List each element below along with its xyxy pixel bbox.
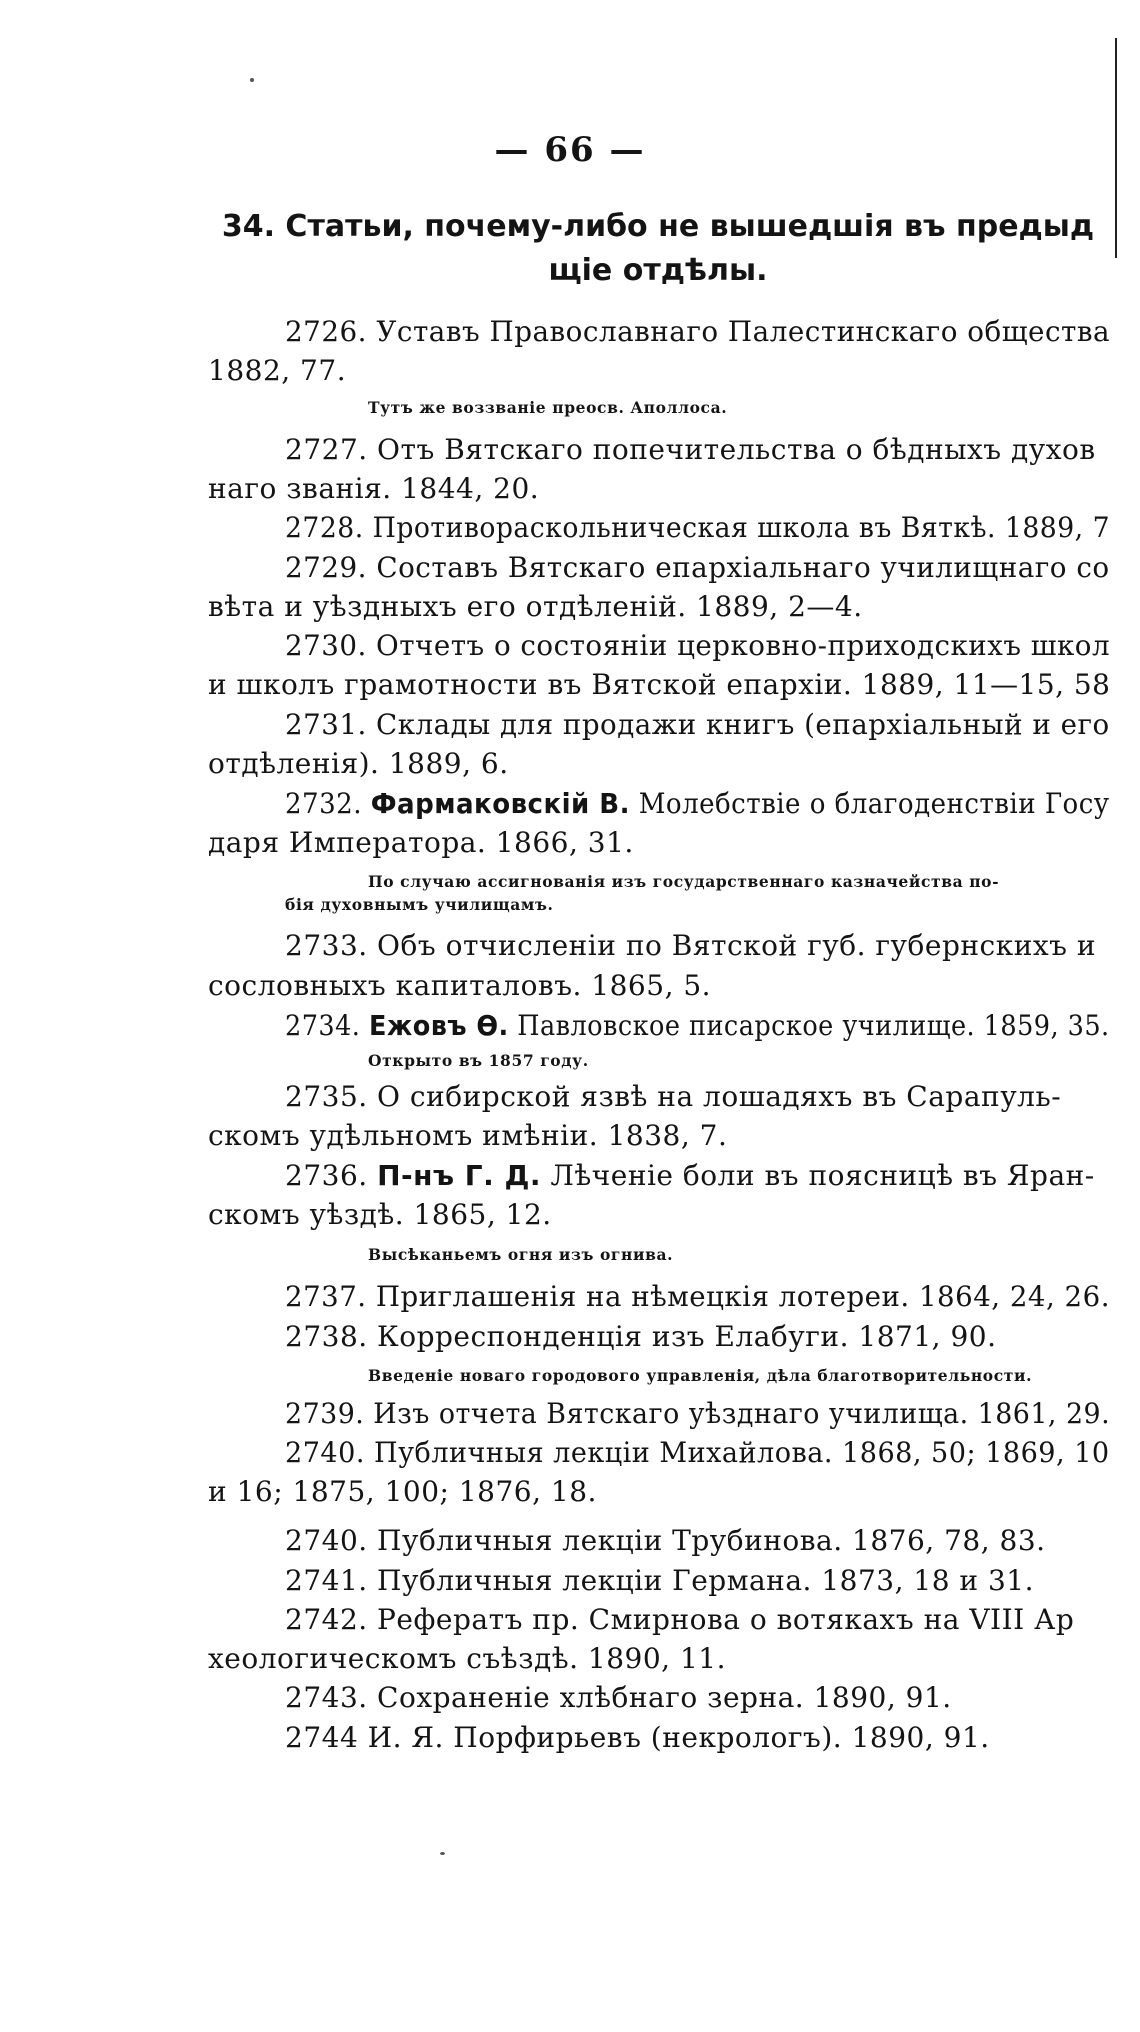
entry-2732-note: По случаю ассигнованія изъ государственнаго казначейства по- [368, 872, 1000, 891]
entry-2726: 2726. Уставъ Православнаго Палестинскаго общества [285, 315, 1111, 348]
entry-2726-cont: 1882, 77. [208, 354, 347, 387]
entry-2736 [285, 1158, 1095, 1194]
entry-title: Лѣченіе боли въ поясницѣ въ Яран- [550, 1159, 1095, 1192]
entry-2741: 2741. Публичныя лекціи Германа. 1873, 18 и 31. [285, 1564, 1035, 1597]
entry-number: 2732. [285, 787, 362, 820]
entry-2740-cont: и 16; 1875, 100; 1876, 18. [208, 1475, 597, 1508]
entry-2735-cont: скомъ удѣльномъ имѣніи. 1838, 7. [208, 1119, 728, 1152]
author-name: Ежовъ Ѳ. [368, 1009, 509, 1042]
print-speck [440, 1852, 445, 1855]
entry-2742: 2742. Рефератъ пр. Смирнова о вотякахъ на VIII Ар [285, 1603, 1075, 1636]
entry-2732 [285, 786, 1110, 822]
entry-title: Павловское писарское училище. 1859, 35. [517, 1009, 1110, 1042]
entry-number: 2734. [285, 1009, 361, 1042]
entry-2732-cont: даря Императора. 1866, 31. [208, 826, 634, 859]
entry-2734 [285, 1008, 1110, 1044]
entry-2730-cont: и школъ грамотности въ Вятской епархіи. 1889, 11—15, 58 [208, 668, 1111, 701]
entry-2731: 2731. Склады для продажи книгъ (епархіальный и его [285, 708, 1110, 741]
entry-2732-note-cont: бія духовнымъ училищамъ. [285, 895, 554, 914]
entry-2738: 2738. Корреспонденція изъ Елабуги. 1871, 90. [285, 1320, 997, 1353]
section-title [208, 205, 1108, 293]
entry-2733-cont: сословныхъ капиталовъ. 1865, 5. [208, 969, 712, 1002]
entry-2736-note: Высѣканьемъ огня изъ огнива. [368, 1245, 674, 1264]
entry-2733: 2733. Объ отчисленіи по Вятской губ. губернскихъ и [285, 929, 1097, 962]
entry-2728: 2728. Противораскольническая школа въ Вяткѣ. 1889, 7 [285, 511, 1111, 544]
entry-2729: 2729. Составъ Вятскаго епархіальнаго училищнаго со [285, 551, 1110, 584]
print-speck [250, 78, 254, 82]
entry-2742-cont: хеологическомъ съѣздѣ. 1890, 11. [208, 1642, 726, 1675]
entry-2731-cont: отдѣленія). 1889, 6. [208, 747, 509, 780]
entry-2737: 2737. Приглашенія на нѣмецкія лотереи. 1864, 24, 26. [285, 1280, 1110, 1313]
entry-2734-note: Открыто въ 1857 году. [368, 1051, 589, 1070]
entry-2740-second: 2740. Публичныя лекціи Трубинова. 1876, 78, 83. [285, 1524, 1046, 1557]
author-name: П-нъ Г. Д. [377, 1159, 542, 1192]
entry-2735: 2735. О сибирской язвѣ на лошадяхъ въ Сарапуль- [285, 1080, 1062, 1113]
section-title-line: щіе отдѣлы. [548, 253, 768, 288]
author-name: Фармаковскій В. [370, 787, 631, 820]
entry-2729-cont: вѣта и уѣздныхъ его отдѣленій. 1889, 2—4. [208, 590, 863, 623]
entry-2727: 2727. Отъ Вятскаго попечительства о бѣдныхъ духов [285, 433, 1096, 466]
entry-2736-cont: скомъ уѣздѣ. 1865, 12. [208, 1198, 552, 1231]
entry-2730: 2730. Отчетъ о состояніи церковно-приходскихъ школ [285, 629, 1111, 662]
entry-title: Молебствіе о благоденствіи Госу [638, 787, 1110, 820]
entry-number: 2736. [285, 1159, 368, 1192]
entry-2740: 2740. Публичныя лекціи Михайлова. 1868, 50; 1869, 10 [285, 1436, 1110, 1469]
entry-2726-note: Тутъ же воззваніе преосв. Аполлоса. [368, 398, 728, 417]
entry-2738-note: Введеніе новаго городового управленія, дѣла благотворительности. [368, 1366, 1033, 1385]
page-number: — 66 — [494, 130, 646, 170]
entry-2744: 2744 И. Я. Порфирьевъ (некрологъ). 1890, 91. [285, 1721, 990, 1754]
entry-2739: 2739. Изъ отчета Вятскаго уѣзднаго училища. 1861, 29. [285, 1397, 1111, 1430]
entry-2743: 2743. Сохраненіе хлѣбнаго зерна. 1890, 91. [285, 1681, 952, 1714]
section-title-line: 34. Статьи, почему-либо не вышедшія въ предыд [221, 209, 1095, 244]
entry-2727-cont: наго званія. 1844, 20. [208, 472, 540, 505]
